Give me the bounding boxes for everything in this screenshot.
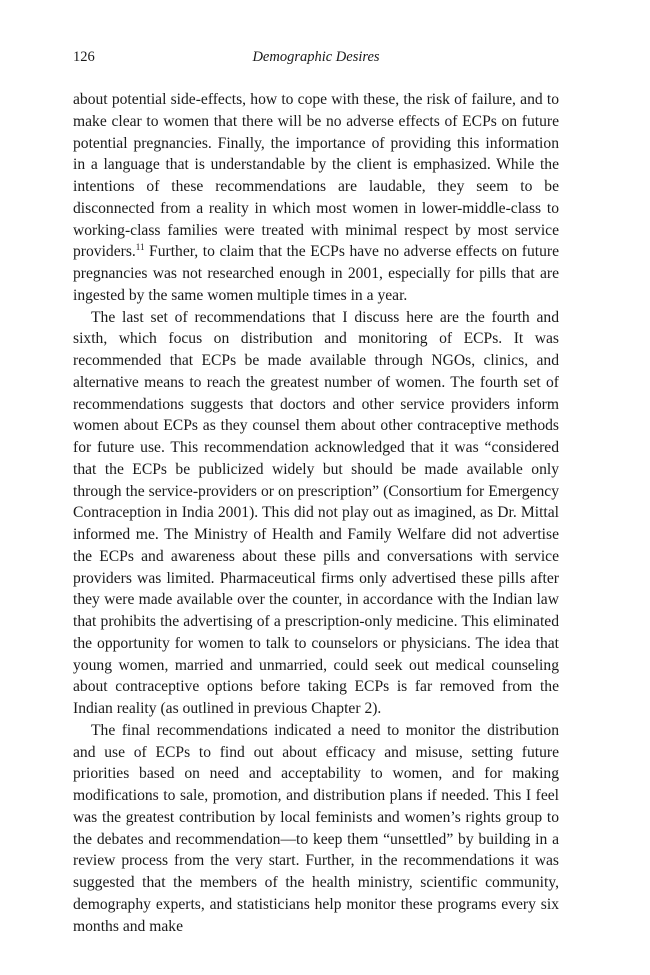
paragraph-1-text-after-note: Further, to claim that the ECPs have no adverse effects on future pregnancies was not researched enough in 2001, especially for pills that are ingested by the same women multiple times in a year. <box>73 243 559 304</box>
paragraph-2: The last set of recommendations that I discuss here are the fourth and sixth, which focus on distribution and monitoring of ECPs. It was recommended that ECPs be made available through NGOs, clinics, and alternative means to reach the greatest number of women. The fourth set of recommendations suggests that doctors and other service providers inform women about ECPs as they counsel them about other contraceptive methods for future use. This recommendation acknowledged that it was “considered that the ECPs be publicized widely but should be made available only through the service-providers or on prescription” (Consortium for Emergency Contraception in India 2001). This did not play out as imagined, as Dr. Mittal informed me. The Ministry of Health and Family Welfare did not advertise the ECPs and awareness about these pills and conversations with service providers was limited. Pharmaceutical firms only advertised these pills after they were made available over the counter, in accordance with the Indian law that prohibits the advertising of a prescription-only medicine. This eliminated the opportunity for women to talk to counselors or physicians. The idea that young women, married and unmarried, could seek out medical counseling about contraceptive options before taking ECPs is far removed from the Indian reality (as outlined in previous Chapter 2). <box>73 308 559 717</box>
running-title: Demographic Desires <box>252 49 380 65</box>
body-text <box>73 89 559 937</box>
paragraph-3: The final recommendations indicated a need to monitor the distribution and use of ECPs to find out about efficacy and misuse, setting future priorities based on need and acceptability to women, and for making modifications to sale, promotion, and distribution plans if needed. This I feel was the greatest contribution by local feminists and women’s rights group to the debates and recommendation—to keep them “unsettled” by building in a review process from the very start. Further, in the recommendations it was suggested that the members of the health ministry, scientific community, demography experts, and statisticians help monitor these programs every six months and make <box>73 721 559 935</box>
page-number: 126 <box>73 49 95 65</box>
footnote-marker: 11 <box>135 242 145 253</box>
running-head <box>73 47 559 67</box>
paragraph-1-text-before-note: about potential side-effects, how to cope with these, the risk of failure, and to make clear to women that there will be no adverse effects of ECPs on future potential pregnancies. Finally, the importance of providing this information in a language that is understandable by the client is emphasized. While the intentions of these recommendations are laudable, they seem to be disconnected from a reality in which most women in lower-middle-class to working-class families were treated with minimal respect by most service providers. <box>73 91 559 261</box>
paragraph-1 <box>73 89 559 307</box>
